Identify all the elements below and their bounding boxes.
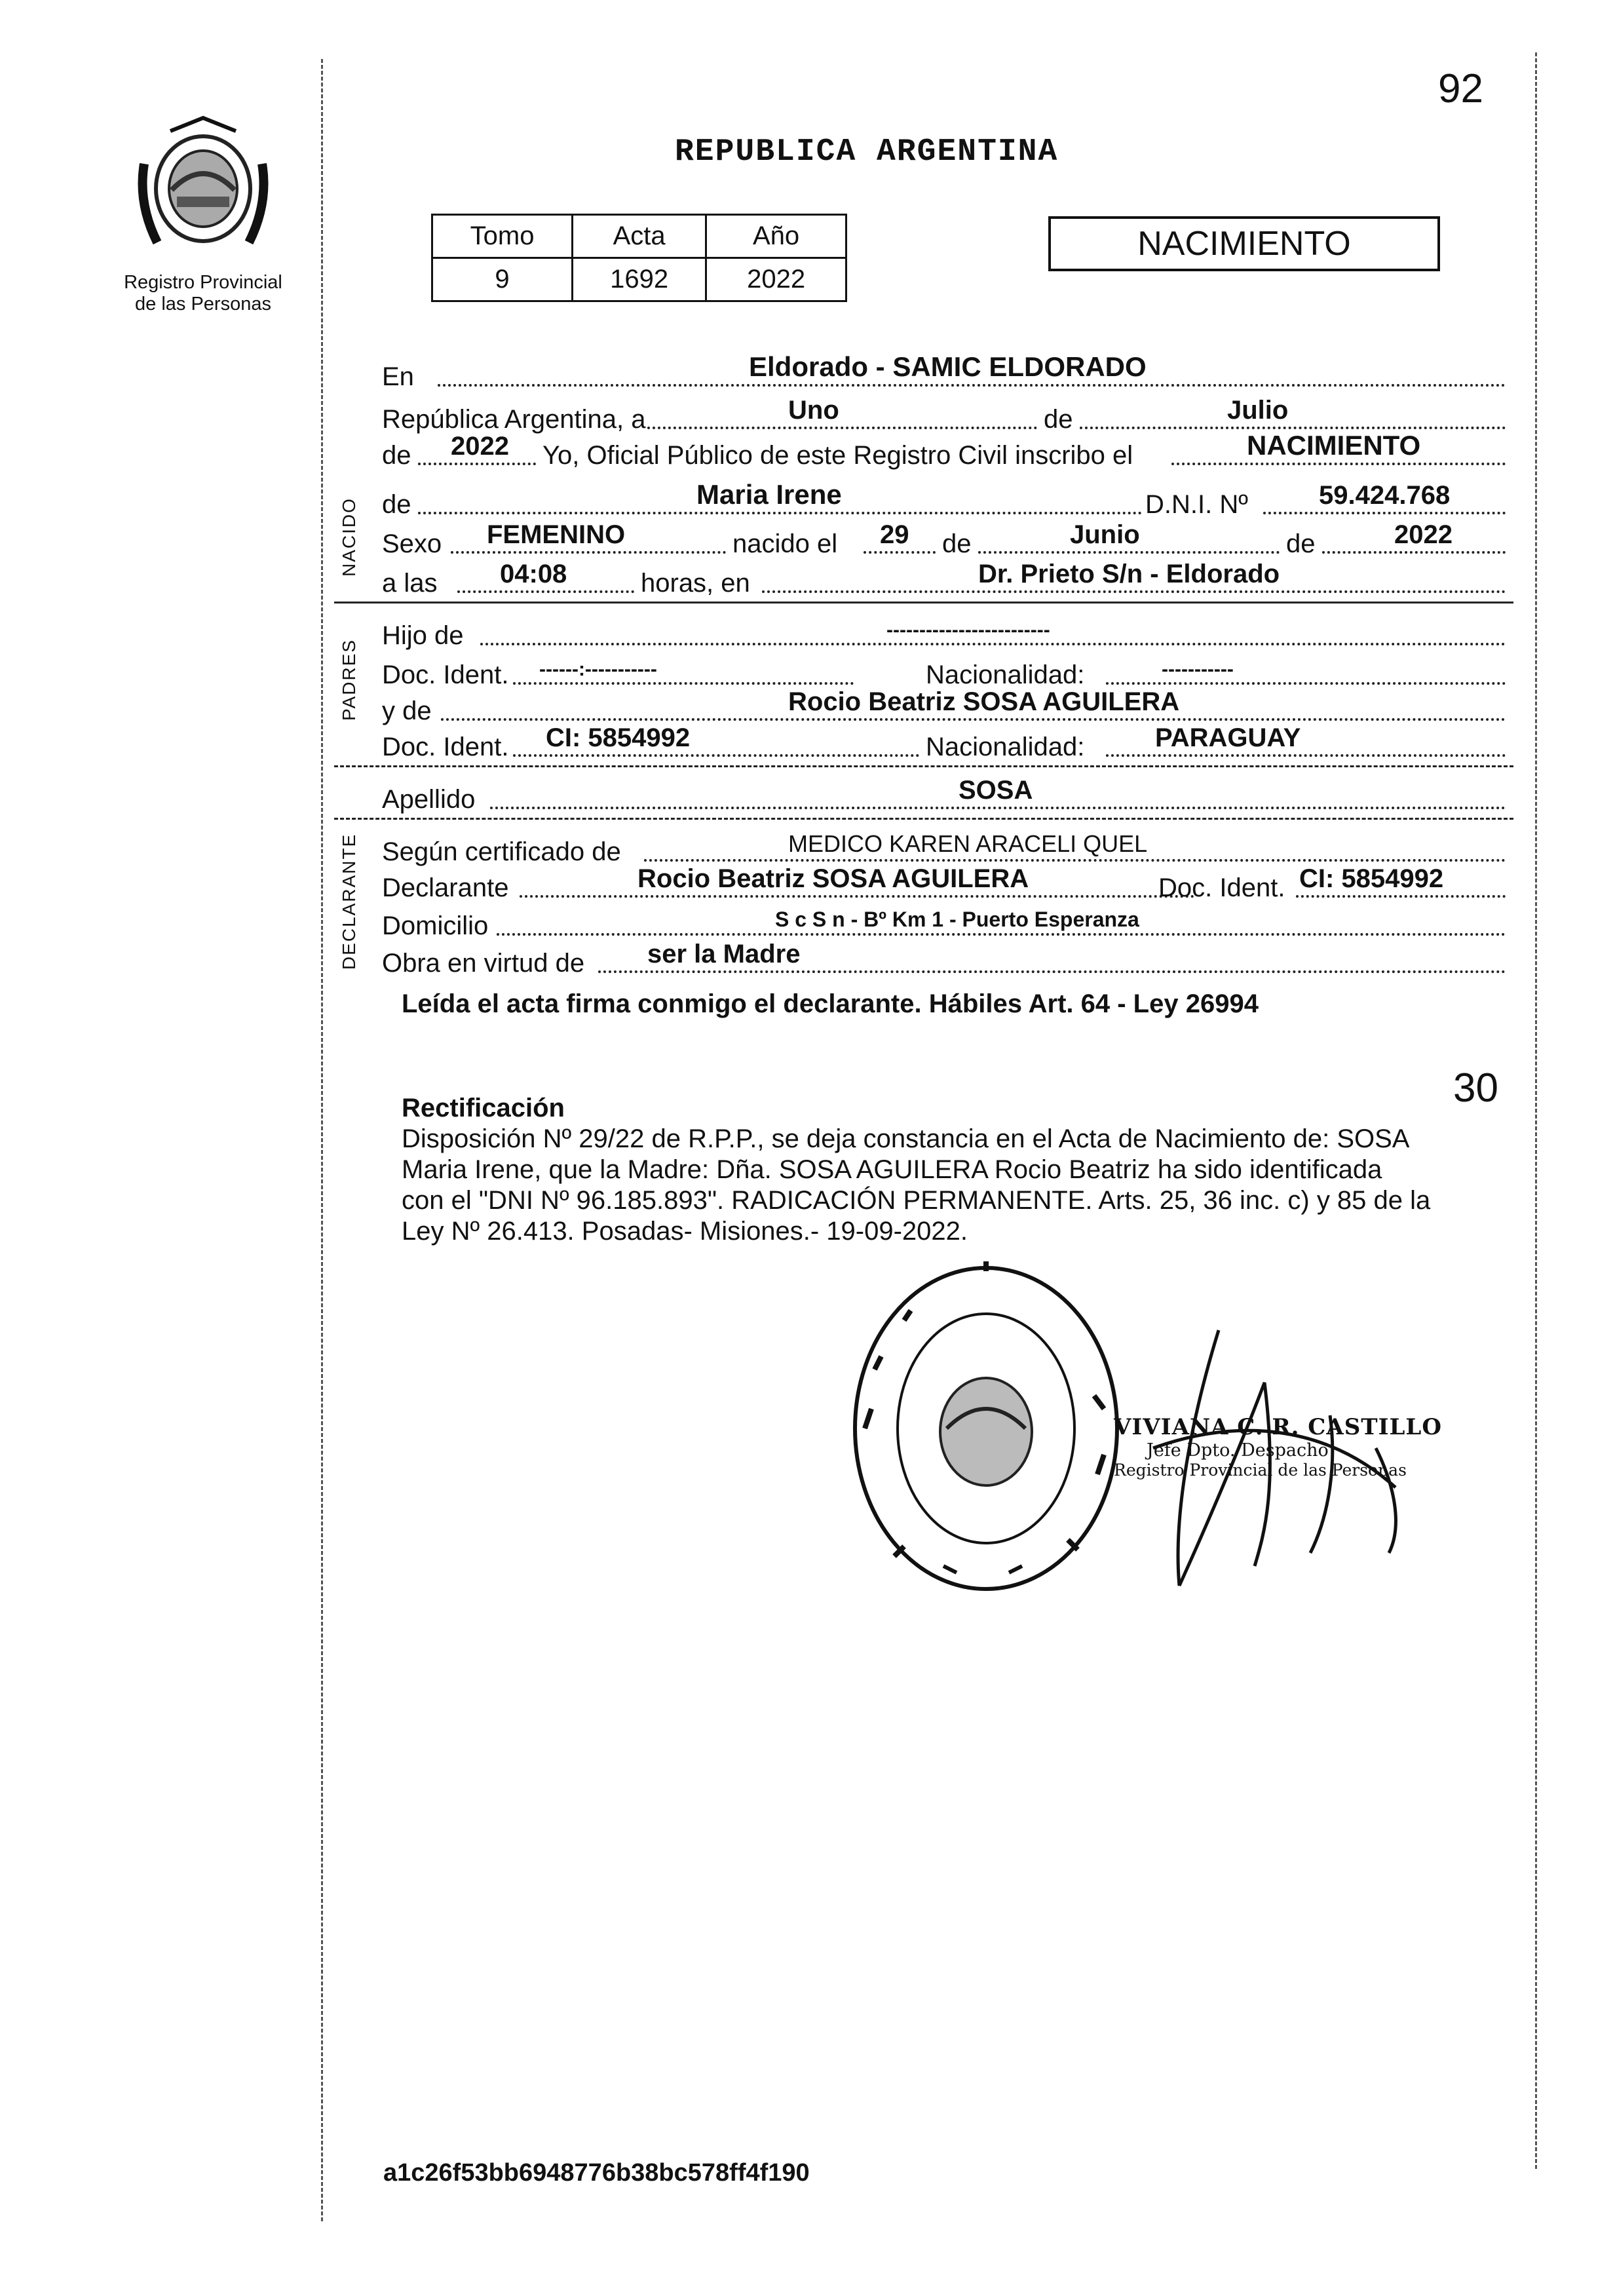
rectification-line: Disposición Nº 29/22 de R.P.P., se deja constancia en el Acta de Nacimiento de: SOSA [402,1124,1410,1153]
page-number: 92 [1438,66,1483,111]
value-padre-doc: ------:----------- [539,659,657,680]
label-republica: República Argentina, a [382,405,646,434]
value-tomo: 9 [432,258,573,301]
right-margin-line [1535,52,1537,2169]
rectification-line: Maria Irene, que la Madre: Dña. SOSA AGUILERA Rocio Beatriz ha sido identificada [402,1155,1382,1184]
rectification-line: Ley Nº 26.413. Posadas- Misiones.- 19-09-2022. [402,1217,968,1246]
label-de: de [1286,529,1316,558]
label-de: de [942,529,972,558]
label-dni: D.N.I. Nº [1145,490,1248,519]
value-apellido: SOSA [959,776,1033,805]
label-de-nombre: de [382,490,411,519]
value-padre: ------------------------- [886,619,1050,641]
value-obra: ser la Madre [647,940,801,968]
value-dia-acta: Uno [788,396,839,425]
row-certificado [382,829,1509,868]
side-label-declarante: DECLARANTE [339,833,359,970]
value-mes-acta: Julio [1227,396,1289,425]
row-anio-oficial [382,432,1509,472]
side-label-nacido: NACIDO [339,497,359,577]
dotted-line [513,682,854,685]
dotted-line [644,859,1506,862]
row-hora [382,560,1509,600]
label-nacido-el: nacido el [732,529,838,558]
dotted-line [480,643,1506,645]
value-acta: 1692 [573,258,706,301]
value-domicilio: S c S n - Bº Km 1 - Puerto Esperanza [775,908,1139,931]
value-dia-nac: 29 [880,520,909,549]
row-madre [382,688,1509,727]
value-sexo: FEMENINO [487,520,626,549]
label-sexo: Sexo [382,529,442,558]
register-table [431,214,847,302]
row-apellido [382,776,1509,816]
dotted-line [978,551,1280,554]
label-doc-ident: Doc. Ident. [1158,873,1285,902]
dotted-line [647,427,1037,429]
provincial-seal-logo [131,111,275,262]
value-madre: Rocio Beatriz SOSA AGUILERA [788,687,1180,716]
value-madre-nac: PARAGUAY [1155,723,1301,752]
label-oficial: Yo, Oficial Público de este Registro Civil inscribo el [542,441,1133,470]
dotted-line [1322,551,1506,554]
row-padre-doc [382,652,1509,691]
act-type-box: NACIMIENTO [1048,216,1440,271]
value-certificado: MEDICO KAREN ARACELI QUEL [788,830,1148,857]
signer-name: VIVIANA C. R. CASTILLO [1114,1414,1442,1440]
left-margin-line [321,59,323,2221]
value-mes-nac: Junio [1070,520,1140,549]
label-de: de [1044,405,1073,434]
label-doc-ident: Doc. Ident. [382,733,509,761]
row-nombre [382,479,1509,521]
section-divider [334,602,1513,603]
header-anio: Año [706,215,846,258]
value-declarante: Rocio Beatriz SOSA AGUILERA [637,864,1029,893]
value-anio-nac: 2022 [1394,520,1453,549]
value-lugar: Eldorado - SAMIC ELDORADO [749,351,1147,382]
document-title: REPUBLICA ARGENTINA [675,134,1059,170]
value-hora: 04:08 [500,560,567,588]
label-segun: Según certificado de [382,837,621,866]
dotted-line [1263,512,1506,514]
value-declarante-doc: CI: 5854992 [1299,864,1444,893]
dotted-line [451,551,726,554]
row-domicilio [382,903,1509,942]
signature-block [1114,1414,1454,1480]
row-sexo [382,521,1509,560]
row-obra [382,940,1509,980]
value-tipo: NACIMIENTO [1247,430,1421,461]
label-nacionalidad: Nacionalidad: [926,733,1085,761]
row-hijo [382,613,1509,652]
dotted-line [762,590,1506,593]
section-divider [334,765,1513,767]
dotted-line [864,551,936,554]
dotted-line [438,384,1506,387]
label-obra: Obra en virtud de [382,949,585,978]
dotted-line [418,463,536,465]
label-de-start: de [382,441,411,470]
label-doc-ident: Doc. Ident. [382,660,509,689]
dotted-line [520,895,1194,898]
section-divider [334,818,1513,820]
section-number: 30 [1453,1065,1498,1111]
dotted-line [1106,682,1506,685]
label-horas-en: horas, en [641,569,750,598]
dotted-line [441,718,1506,721]
value-nombre: Maria Irene [696,479,842,510]
value-anio-acta: 2022 [451,432,509,461]
label-domicilio: Domicilio [382,911,489,940]
header-tomo: Tomo [432,215,573,258]
official-stamp [845,1258,1127,1599]
closing-statement: Leída el acta firma conmigo el declarante. Hábiles Art. 64 - Ley 26994 [402,989,1259,1018]
signer-role: Jefe Dpto. Despacho [1147,1440,1329,1461]
issuer-line1: Registro Provincial [124,272,282,293]
label-a-las: a las [382,569,438,598]
dotted-line [497,933,1506,936]
header-acta: Acta [573,215,706,258]
dotted-line [418,512,1142,514]
label-en: En [382,362,414,391]
label-apellido: Apellido [382,785,476,814]
dotted-line [490,807,1506,809]
value-lugar-nac: Dr. Prieto S/n - Eldorado [978,560,1280,588]
signer-office: Registro Provincial de las Personas [1114,1461,1407,1480]
dotted-line [1171,463,1506,465]
dotted-line [1296,895,1506,898]
dotted-line [457,590,634,593]
row-madre-doc [382,724,1509,763]
rectification-line: con el "DNI Nº 96.185.893". RADICACIÓN PERMANENTE. Arts. 25, 36 inc. c) y 85 de la [402,1186,1431,1215]
value-anio: 2022 [706,258,846,301]
dotted-line [598,970,1506,973]
rectification-note [402,1093,1509,1247]
dotted-line [1080,427,1506,429]
issuer-line2: de las Personas [135,294,271,315]
dotted-line [1106,754,1506,757]
row-declarante [382,865,1509,904]
value-dni: 59.424.768 [1319,481,1451,510]
dotted-line [513,754,919,757]
label-hijo-de: Hijo de [382,621,464,650]
side-label-padres: PADRES [339,638,359,721]
label-nacionalidad: Nacionalidad: [926,660,1085,689]
issuer-caption [111,272,295,315]
value-madre-doc: CI: 5854992 [546,723,691,752]
label-y-de: y de [382,697,432,725]
value-padre-nac: ----------- [1162,659,1234,680]
document-hash: a1c26f53bb6948776b38bc578ff4f190 [383,2159,810,2187]
rectification-title: Rectificación [402,1094,565,1122]
row-en [382,351,1509,393]
label-declarante: Declarante [382,873,509,902]
